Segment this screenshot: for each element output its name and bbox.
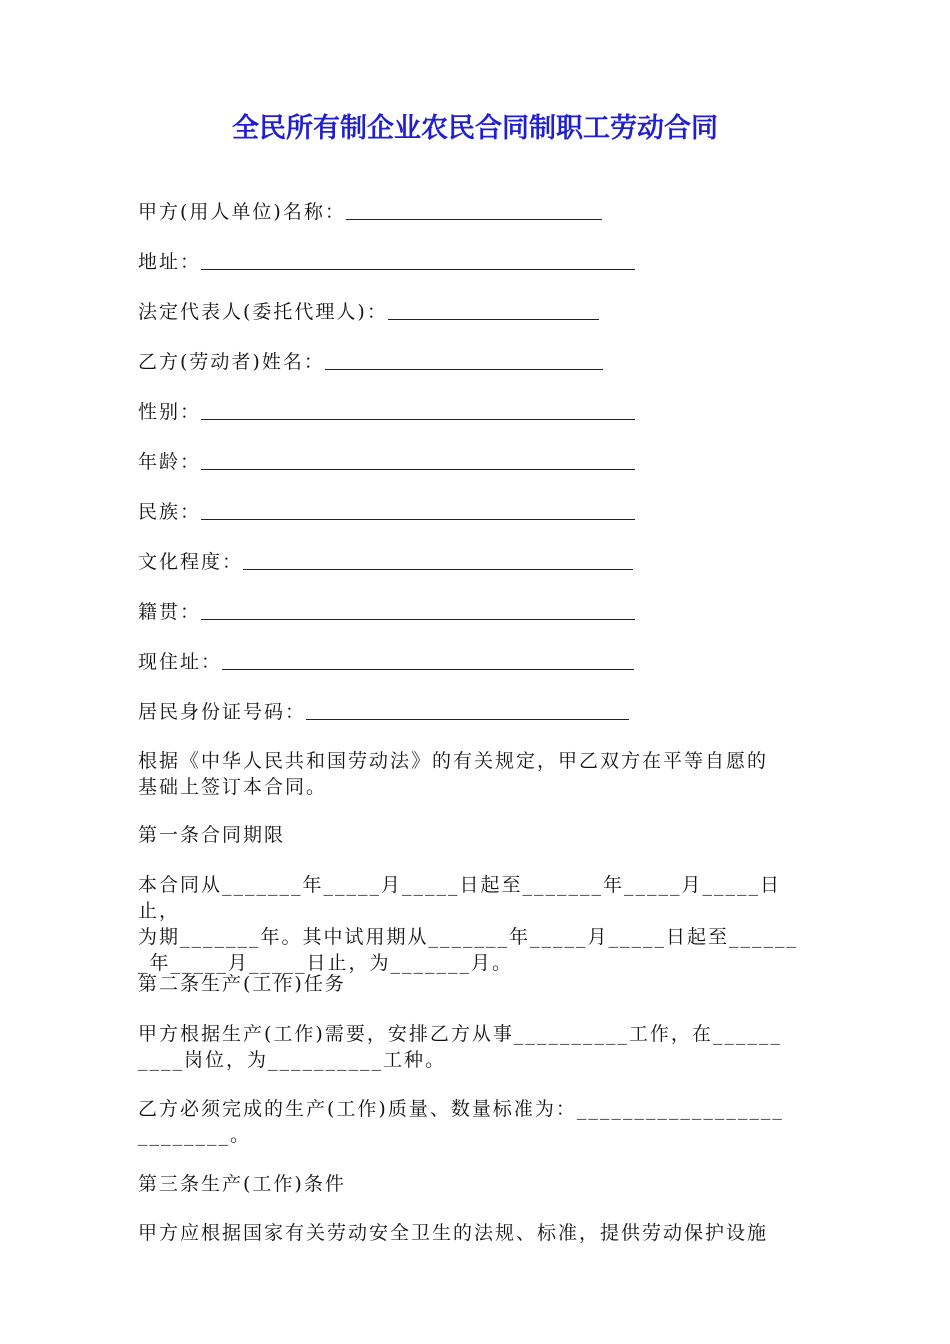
field-label: 文化程度： <box>138 551 244 573</box>
field-legal-representative <box>138 299 599 325</box>
field-id-number <box>138 699 629 725</box>
field-label: 居民身份证号码： <box>138 701 307 723</box>
article-1-heading: 第一条合同期限 <box>138 824 286 846</box>
blank-line <box>201 401 635 420</box>
field-label: 乙方(劳动者)姓名： <box>138 351 325 373</box>
text-line: 本合同从_______年_____月_____日起至_______年_____月_____日止， <box>138 874 782 922</box>
field-label: 年龄： <box>138 451 202 473</box>
field-native-place <box>138 599 635 625</box>
blank-line <box>325 351 603 370</box>
text-line: 甲方应根据国家有关劳动安全卫生的法规、标准，提供劳动保护设施 <box>138 1222 769 1244</box>
text-line: _年_____月_____日止，为_______月。 <box>138 952 514 974</box>
text-line: 甲方根据生产(工作)需要，安排乙方从事__________工作，在______ <box>138 1023 782 1045</box>
blank-line <box>306 701 629 720</box>
field-worker-name <box>138 349 603 375</box>
blank-line <box>201 251 635 270</box>
document-title: 全民所有制企业农民合同制职工劳动合同 <box>232 113 718 144</box>
text-line: 为期_______年。其中试用期从_______年_____月_____日起至______ <box>138 926 799 948</box>
article-3-heading: 第三条生产(工作)条件 <box>138 1173 346 1195</box>
blank-line <box>201 601 635 620</box>
field-gender <box>138 399 635 425</box>
field-label: 民族： <box>138 501 202 523</box>
field-age <box>138 449 635 475</box>
blank-line <box>388 301 599 320</box>
field-address <box>138 249 635 275</box>
article-3-paragraph-1 <box>138 1220 818 1246</box>
text-line: ________。 <box>138 1124 252 1146</box>
blank-line <box>222 651 634 670</box>
field-employer-name <box>138 199 602 225</box>
blank-line <box>201 451 635 470</box>
blank-line <box>201 501 635 520</box>
article-1-paragraph <box>138 872 818 976</box>
field-label: 现住址： <box>138 651 223 673</box>
blank-line <box>346 201 602 220</box>
field-label: 籍贯： <box>138 601 202 623</box>
article-2-paragraph-1 <box>138 1021 818 1073</box>
field-ethnicity <box>138 499 635 525</box>
field-label: 地址： <box>138 251 202 273</box>
text-line: 基础上签订本合同。 <box>138 776 328 798</box>
field-label: 法定代表人(委托代理人)： <box>138 301 388 323</box>
field-label: 性别： <box>138 401 202 423</box>
article-2-heading: 第二条生产(工作)任务 <box>138 973 346 995</box>
field-current-address <box>138 649 634 675</box>
field-label: 甲方(用人单位)名称： <box>138 201 346 223</box>
blank-line <box>243 551 633 570</box>
field-education <box>138 549 633 575</box>
article-2-paragraph-2 <box>138 1096 818 1148</box>
text-line: ____岗位，为__________工种。 <box>138 1049 447 1071</box>
text-line: 根据《中华人民共和国劳动法》的有关规定，甲乙双方在平等自愿的 <box>138 750 769 772</box>
intro-paragraph <box>138 748 818 800</box>
text-line: 乙方必须完成的生产(工作)质量、数量标准为：__________________ <box>138 1098 784 1120</box>
